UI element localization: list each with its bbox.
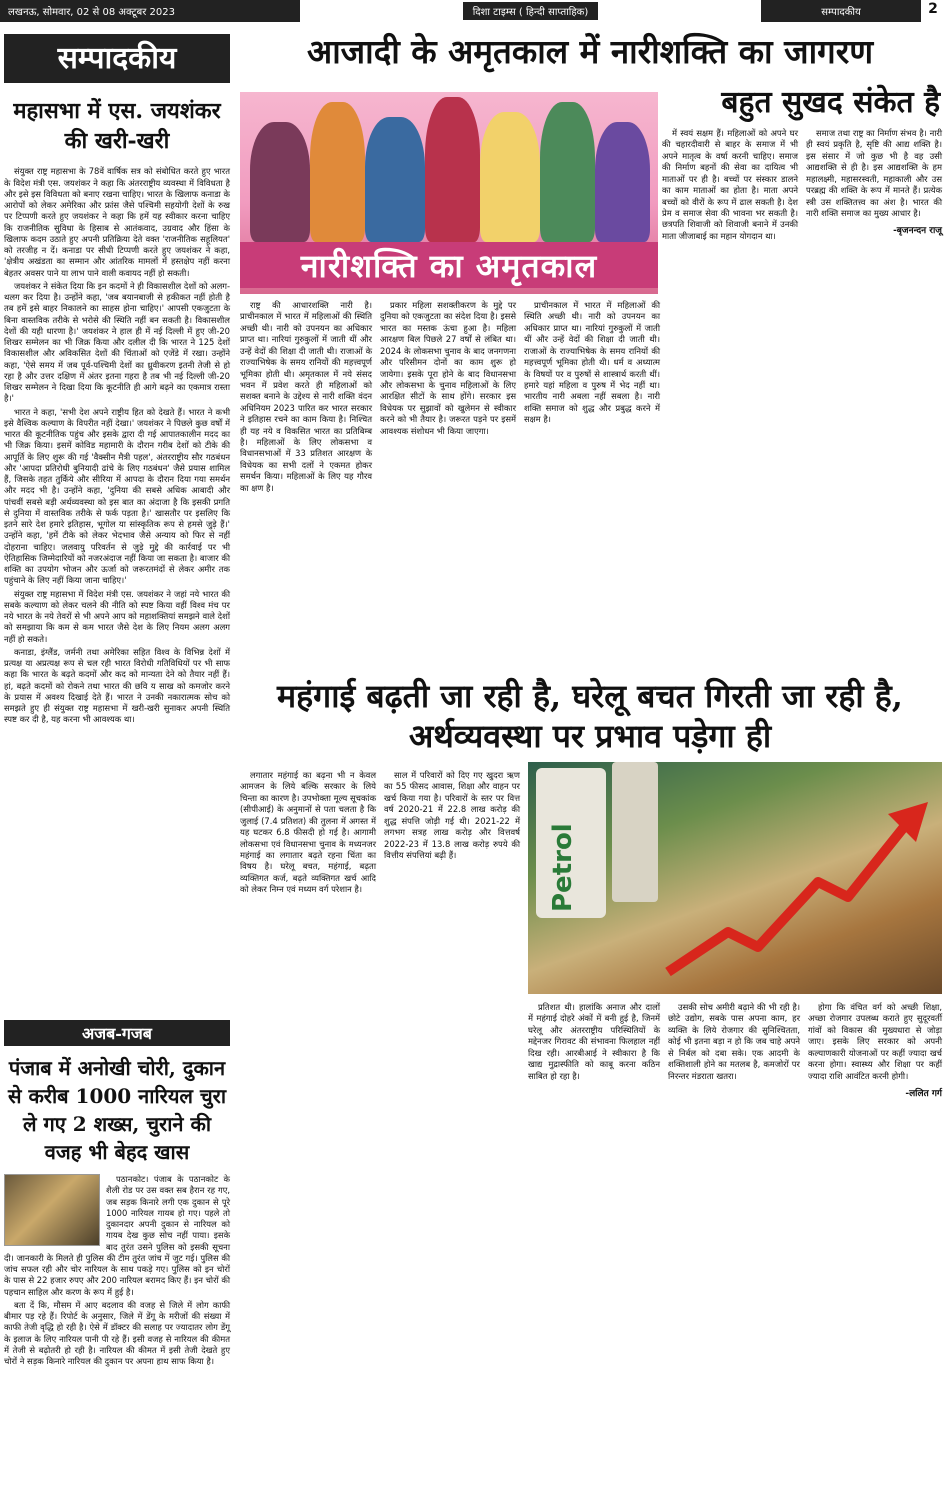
article2-column — [528, 1002, 660, 1084]
article2-column — [384, 770, 520, 863]
article1-text: में स्वयं सक्षम हैं। महिलाओं को अपने घर की चहारदीवारी से बाहर के समाज में भी अपने मातृत्व के वर्षा करनी चाहिए। समाज की निर्माण बहनों की सेवा का दायित्व भी माताओं पर ही है। बच्चों पर संस्कार डालने का काम माताओं का होता है। माता अपने बच्चों को वीरों के रूप में ढाल सकती है। देश प्रेम व समाज सेवा की भावना भर सकती है। छत्रपति शिवाजी को शिवाजी बनाने में उनकी माता जीजाबाई का महान योगदान था। — [662, 128, 798, 241]
ajab-gajab-section — [4, 1020, 230, 1369]
rising-arrow-graphic — [528, 762, 942, 994]
article2-headline: महंगाई बढ़ती जा रही है, घरेलू बचत गिरती जा रही है, अर्थव्यवस्था पर प्रभाव पड़ेगा ही — [277, 677, 903, 755]
editorial-paragraph: भारत ने कहा, 'सभी देश अपने राष्ट्रीय हित को देखते हैं। भारत ने कभी इसे वैश्विक कल्याण के विपरीत नहीं देखा।' जयशंकर ने पिछले कुछ वर्षों में भारत की कूटनीतिक पहुंच और इसके द्वारा दी गई आपातकालीन मदद का भी जिक्र किया। इसमें कोविड महामारी के दौरान गरीब देशों को टीके की आपूर्ति के लिए शुरू की गई 'वैक्सीन मैत्री पहल', अंतरराष्ट्रीय सौर गठबंधन और 'आपदा प्रतिरोधी बुनियादी ढांचे के लिए गठबंधन' जैसे प्रयास शामिल हैं, जिसके तहत तुर्किये और सीरिया में आपदा के दौरान दिया गया समर्थन और मदद भी है। उन्होंने कहा, 'दुनिया की सबसे अधिक आबादी और पांचवीं सबसे बड़ी अर्थव्यवस्था को इस बात का अंदाजा है कि इसकी प्रगति से दुनिया में वास्तविक तरीके से फर्क पड़ता है।' खासतौर पर इसलिए कि इतने सारे देश हमारे इतिहास, भूगोल या सांस्कृतिक रूप से हमसे जुड़े हैं।' उन्होंने कहा, 'हमें टीके को लेकर भेदभाव जैसे अन्याय को फिर से नहीं दोहराना चाहिए। जलवायु परिवर्तन से जुड़े मुद्दे की कार्रवाई पर भी ऐतिहासिक जिम्मेदारियों को नजरअंदाज नहीं किया जा सकता है। बाजार की शक्ति का उपयोग भोजन और ऊर्जा को जरूरतमंदों से लेकर अमीर तक पहुंचाने के लिए नहीं किया जाना चाहिए।' — [4, 406, 230, 586]
editorial-paragraph: जयशंकर ने संकेत दिया कि इन कदमों ने ही विकासशील देशों को अलग-थलग कर दिया है। उन्होंने कहा, 'जब बयानबाजी से हकीकत नहीं होती है तब हमें इसे बाहर निकालने का साहस होना चाहिए।' आपसी एकजुटता के बिना वास्तविक तरीके से भरोसे की स्थिति नहीं बन सकती है। विकासशील देशों की यही धारणा है।' जयशंकर ने हाल ही में नई दिल्ली में हुए जी-20 शिखर सम्मेलन का भी जिक्र किया और दलील दी कि भारत ने 125 देशों विकासशील और अविकसित देशों की चिंताओं को एजेंडे में रखा। उन्होंने कहा, 'ऐसे समय में जब पूर्व-पश्चिमी देशों का ध्रुवीकरण इतनी तेजी से हो रहा है और उत्तर दक्षिण में अंतर इतना गहरा है तब भी नई दिल्ली जी-20 शिखर सम्मेलन ने दिखा दिया कि कूटनीति ही आगे बढ़ने का एकमात्र रास्ता है।' — [4, 280, 230, 404]
article1-text: प्रकार महिला सशक्तीकरण के मुद्दे पर दुनिया को एकजुटता का संदेश दिया है। इससे भारत का मस्तक ऊंचा हुआ है। महिला आरक्षण बिल पिछले 27 वर्षों से लंबित था। 2024 के लोकसभा चुनाव के बाद जनगणना और परिसीमन दोनों का काम शुरू हो जायेगा। इसके पूरा होने के बाद विधानसभा और लोकसभा के चुनाव महिलाओं के लिए आरक्षित सीटों के साथ होंगे। सरकार इस विधेयक पर सुझावों को खुलेमन से स्वीकार करने को भी तैयार है। जरूरत पड़ने पर इसमें आवश्यक संशोधन भी किया जाएगा। — [380, 300, 516, 436]
editorial-paragraph: संयुक्त राष्ट्र महासभा के 78वें वार्षिक सत्र को संबोधित करते हुए भारत के विदेश मंत्री एस. जयशंकर ने कहा कि अंतरराष्ट्रीय व्यवस्था में विविधता है और इसे इस विविधता को बनाए रखना चाहिए। भारत के खिलाफ कनाडा के आरोपों को लेकर अमेरिका और फ्रांस जैसे पश्चिमी सहयोगी देशों के रुख पर टिप्पणी करते हुए जयशंकर ने कहा कि हमें यह स्वीकार करना चाहिए कि राजनीतिक सुविधा के हिसाब से आतंकवाद, उग्रवाद और हिंसा के खिलाफ कदम उठाते हुए अपनी प्रतिक्रिया देते वक्त 'राजनीतिक सहूलियत' को तरजीह न दें। कनाडा पर सीधी टिप्पणी करते हुए जयशंकर ने कहा, 'क्षेत्रीय अखंडता का सम्मान और आंतरिक मामलों में हस्तक्षेप नहीं करना बेहतर अवसर पाने या लाभ पाने वाली कवायद नहीं हो सकती। — [4, 166, 230, 278]
ajab-gajab-tag: अजब-गजब — [4, 1020, 230, 1046]
date-line: लखनऊ, सोमवार, 02 से 08 अक्टूबर 2023 — [0, 0, 300, 22]
article2-column — [808, 1002, 942, 1100]
article2-signature: -ललित गर्ग — [905, 1088, 942, 1099]
article1-text: समाज तथा राष्ट्र का निर्माण संभव है। नारी ही स्वयं प्रकृति है, सृष्टि की आद्य शक्ति है। इस संसार में जो कुछ भी है वह उसी आद्यशक्ति से ही है। इस आद्यशक्ति के हम महालक्ष्मी, महासरस्वती, महाकाली और उस परब्रह्म की शक्ति के रूप में मानते हैं। प्रत्येक स्त्री उस शक्तितत्त्व का अंश है। भारत की नारी शक्ति समाज का मुख्य आधार है। — [806, 128, 942, 218]
paper-name: दिशा टाइम्स ( हिन्दी साप्ताहिक) — [463, 2, 599, 20]
petrol-label: Petrol — [548, 823, 578, 912]
article1-headline: आजादी के अमृतकाल में नारीशक्ति का जागरण — [306, 32, 874, 71]
editorial-body — [4, 166, 230, 725]
ajab-paragraph: पठानकोट। पंजाब के पठानकोट के शैली रोड पर उस वक्त सब हैरान रह गए, जब सड़क किनारे लगी एक दुकान से पूरे 1000 नारियल गायब हो गए। पहले तो दुकानदार अपनी दुकान से नारियल को गायब देख कुछ सोच नहीं पाया। इसके बाद तुरंत उसने पुलिस को इसकी सूचना दी। जानकारी के मिलते ही पुलिस की टीम तुरंत जांच में जुट गई। पुलिस की जांच सफल रही और चोर नारियल के साथ पकड़े गए। पुलिस को इन चोरों के पास से 22 हजार रुपए और 200 नारियल बरामद किए हैं। इन चोरों की पहचान साहिल और करण के रूप में हुई है। — [4, 1174, 230, 1297]
article2-text: लगातार महंगाई का बढ़ना भी न केवल आमजन के लिये बल्कि सरकार के लिये चिन्ता का कारण है। उपभोक्ता मूल्य सूचकांक (सीपीआई) के अनुमानों से पता चलता है कि जुलाई (7.4 प्रतिशत) की तुलना में अगस्त में यह घटकर 6.8 फीसदी हो गई है। आगामी लोकसभा एवं विधानसभा चुनाव के मध्यनजर महंगाई का लगातार बढ़ते रहना चिंता का विषय है। घरेलू बचत, महंगाई, बढ़ता व्यक्तिगत कर्ज, बढ़ते व्यक्तिगत खर्च आदि को लेकर निम्न एवं मध्यम वर्ग परेशान है। — [240, 770, 376, 895]
article2-text: उसकी सोच अमीरी बढ़ाने की भी रही है। छोटे उद्योग, सबके पास अपना काम, हर व्यक्ति के लिये रोजगार की सुनिश्चितता, कोई भी इतना बड़ा न हो कि जब चाहे अपने से निर्बल को दबा सके। एक आदमी के शक्तिशाली होने का मतलब है, कमजोरों पर निरन्तर मंडराता खतरा। — [668, 1002, 800, 1081]
inflation-photo — [528, 762, 942, 994]
article1-column — [240, 300, 372, 496]
collage-caption: नारीशक्ति का अमृतकाल — [300, 246, 598, 285]
article2-text: साल में परिवारों को दिए गए खुदरा ऋण का 55 फीसद आवास, शिक्षा और वाहन पर खर्च किया गया है। परिवारों के स्तर पर वित्त वर्ष 2020-21 में 22.8 लाख करोड़ की शुद्ध संपत्ति जोड़ी गई थी। 2021-22 में लगभग सत्रह लाख करोड़ और वित्तवर्ष 2022-23 में 13.8 लाख करोड़ रुपये की वित्तीय संपत्तियां बढ़ी हैं। — [384, 770, 520, 860]
article1-column — [380, 300, 516, 439]
editorial-banner: सम्पादकीय — [4, 34, 230, 83]
editorial-headline: महासभा में एस. जयशंकर की खरी-खरी — [13, 98, 221, 154]
ajab-paragraph: बता दें कि, मौसम में आए बदलाव की वजह से जिले में लोग काफी बीमार पड़ रहे हैं। रिपोर्ट के अनुसार, जिले में डेंगू के मरीजों की संख्या में काफी तेजी वृद्धि हो रही है। ऐसे में डॉक्टर की सलाह पर ज्यादातर लोग डेंगू के इलाज के लिए नारियल पानी पी रहे हैं। इसी वजह से नारियल की कीमत में तेजी से बढ़ोतरी हो रही है। नारियल की कीमत में इसी तेजी देखते हुए चोरों ने सड़क किनारे नारियल की दुकान पर अपना हाथ साफ किया है। — [4, 1299, 230, 1366]
article1-column — [524, 300, 660, 428]
women-collage-image — [240, 92, 658, 294]
article1-text: प्राचीनकाल में भारत में महिलाओं की स्थिति अच्छी थी। नारी को उपनयन का अधिकार प्राप्त था। नारियां गुरुकुलों में जाती थीं और उन्हें वेदों की शिक्षा दी जाती थी। राजाओं के राज्याभिषेक के समय रानियों की महत्त्वपूर्ण भूमिका होती थी। धर्म व अध्यात्म के विषयों पर व पुरुषों से शास्त्रार्थ करती थीं। हमारे यहां महिला व पुरुष में भेद नहीं था। भारतीय नारी अबला नहीं सबला है। नारी शक्ति समाज को शुद्ध और प्रबुद्ध करने में सक्षम है। — [524, 300, 660, 425]
article1-text: राष्ट्र की आधारशक्ति नारी है। प्राचीनकाल में भारत में महिलाओं की स्थिति अच्छी थी। नारी को उपनयन का अधिकार प्राप्त था। नारियां गुरुकुलों में जाती थीं और उन्हें वेदों की शिक्षा दी जाती थी। राजाओं के राज्याभिषेक के समय रानियों की महत्त्वपूर्ण भूमिका होती थी। अमृतकाल में नये संसद भवन में प्रवेश करते ही महिलाओं को सशक्त बनाने के उद्देश्य से नारी शक्ति वंदन अधिनियम 2023 पारित कर भारत सरकार ने इतिहास रचने का काम किया है। निश्चित ही यह नये व विकसित भारत का प्रतिबिम्ब है। महिलाओं के लिए लोकसभा व विधानसभाओं में 33 प्रतिशत आरक्षण के विधेयक का सभी दलों ने एकमत होकर समर्थन किया। महिलाओं के लिए यह गौरव का क्षण है। — [240, 300, 372, 493]
article1-column — [806, 128, 942, 238]
editorial-column — [4, 34, 230, 728]
article2-column — [240, 770, 376, 898]
article2-text: प्रतिशत थी। हालांकि अनाज और दालों में महंगाई दोहरे अंकों में बनी हुई है, जिनमें घरेलू और अंतरराष्ट्रीय परिस्थितियों के मद्देनजर गिरावट की संभावना फिलहाल नहीं दिख रही। आरबीआई ने स्वीकारा है कि खाद्य मुद्रास्फीति को काबू करना कठिन साबित हो रहा है। — [528, 1002, 660, 1081]
section-name: सम्पादकीय — [761, 0, 921, 22]
masthead-bar — [0, 0, 945, 22]
collage-caption-band — [240, 242, 658, 288]
editorial-paragraph: कनाडा, इंग्लैंड, जर्मनी तथा अमेरिका सहित विश्व के विभिन्न देशों में प्रत्यक्ष या अप्रत्यक्ष रूप से चल रही भारत विरोधी गतिविधियों पर भी साफ कहा कि भारत के बढ़ते कदमों और कद को मान्यता देने को तैयार नहीं हैं। हां, बढ़ते कदमों को रोकने तथा भारत की छवि य साख को कमजोर करने के प्रयास में अवश्य दिखाई देते हैं। भारत ने उनकी नकारात्मक सोच को समझते हुए ही संयुक्त राष्ट्र महासभा में खरी-खरी सुनाकर अपनी स्थिति स्पष्ट कर दी है, यह करना भी आवश्यक था। — [4, 646, 230, 725]
ajab-gajab-body — [4, 1174, 230, 1367]
page-number: 2 — [921, 0, 945, 22]
article1-signature: -बृजनन्दन राजू — [893, 226, 942, 237]
article1-column — [662, 128, 798, 244]
article1-subheadline: बहुत सुखद संकेत है — [721, 85, 940, 120]
ajab-gajab-headline: पंजाब में अनोखी चोरी, दुकान से करीब 1000 नारियल चुरा ले गए 2 शख्स, चुराने की वजह भी बेहद खास — [7, 1056, 227, 1164]
editorial-paragraph: संयुक्त राष्ट्र महासभा में विदेश मंत्री एस. जयशंकर ने जहां नये भारत की सबके कल्याण को लेकर चलने की नीति को स्पष्ट किया वहीं विश्व मंच पर नये भारत के नये तेवरों से भी अपने आप को महाशक्तियां समझने वाले देशों को समझाया कि कम से कम भारत जैसे देश के लिए नियम अलग अलग नहीं हो सकते। — [4, 588, 230, 644]
article2-text: होगा कि वंचित वर्ग को अच्छी शिक्षा, अच्छा रोजगार उपलब्ध कराते हुए सुदूरवर्ती गांवों को विकास की मुख्यधारा से जोड़ा जाए। इसके लिए सरकार को अपनी कल्याणकारी योजनाओं पर कहीं ज्यादा खर्च करना होगा। स्वास्थ्य और शिक्षा पर कहीं ज्यादा राशि आवंटित करनी होगी। — [808, 1002, 942, 1081]
article2-column — [668, 1002, 800, 1084]
coconut-shop-photo — [4, 1174, 100, 1246]
paper-name-box — [300, 0, 761, 22]
